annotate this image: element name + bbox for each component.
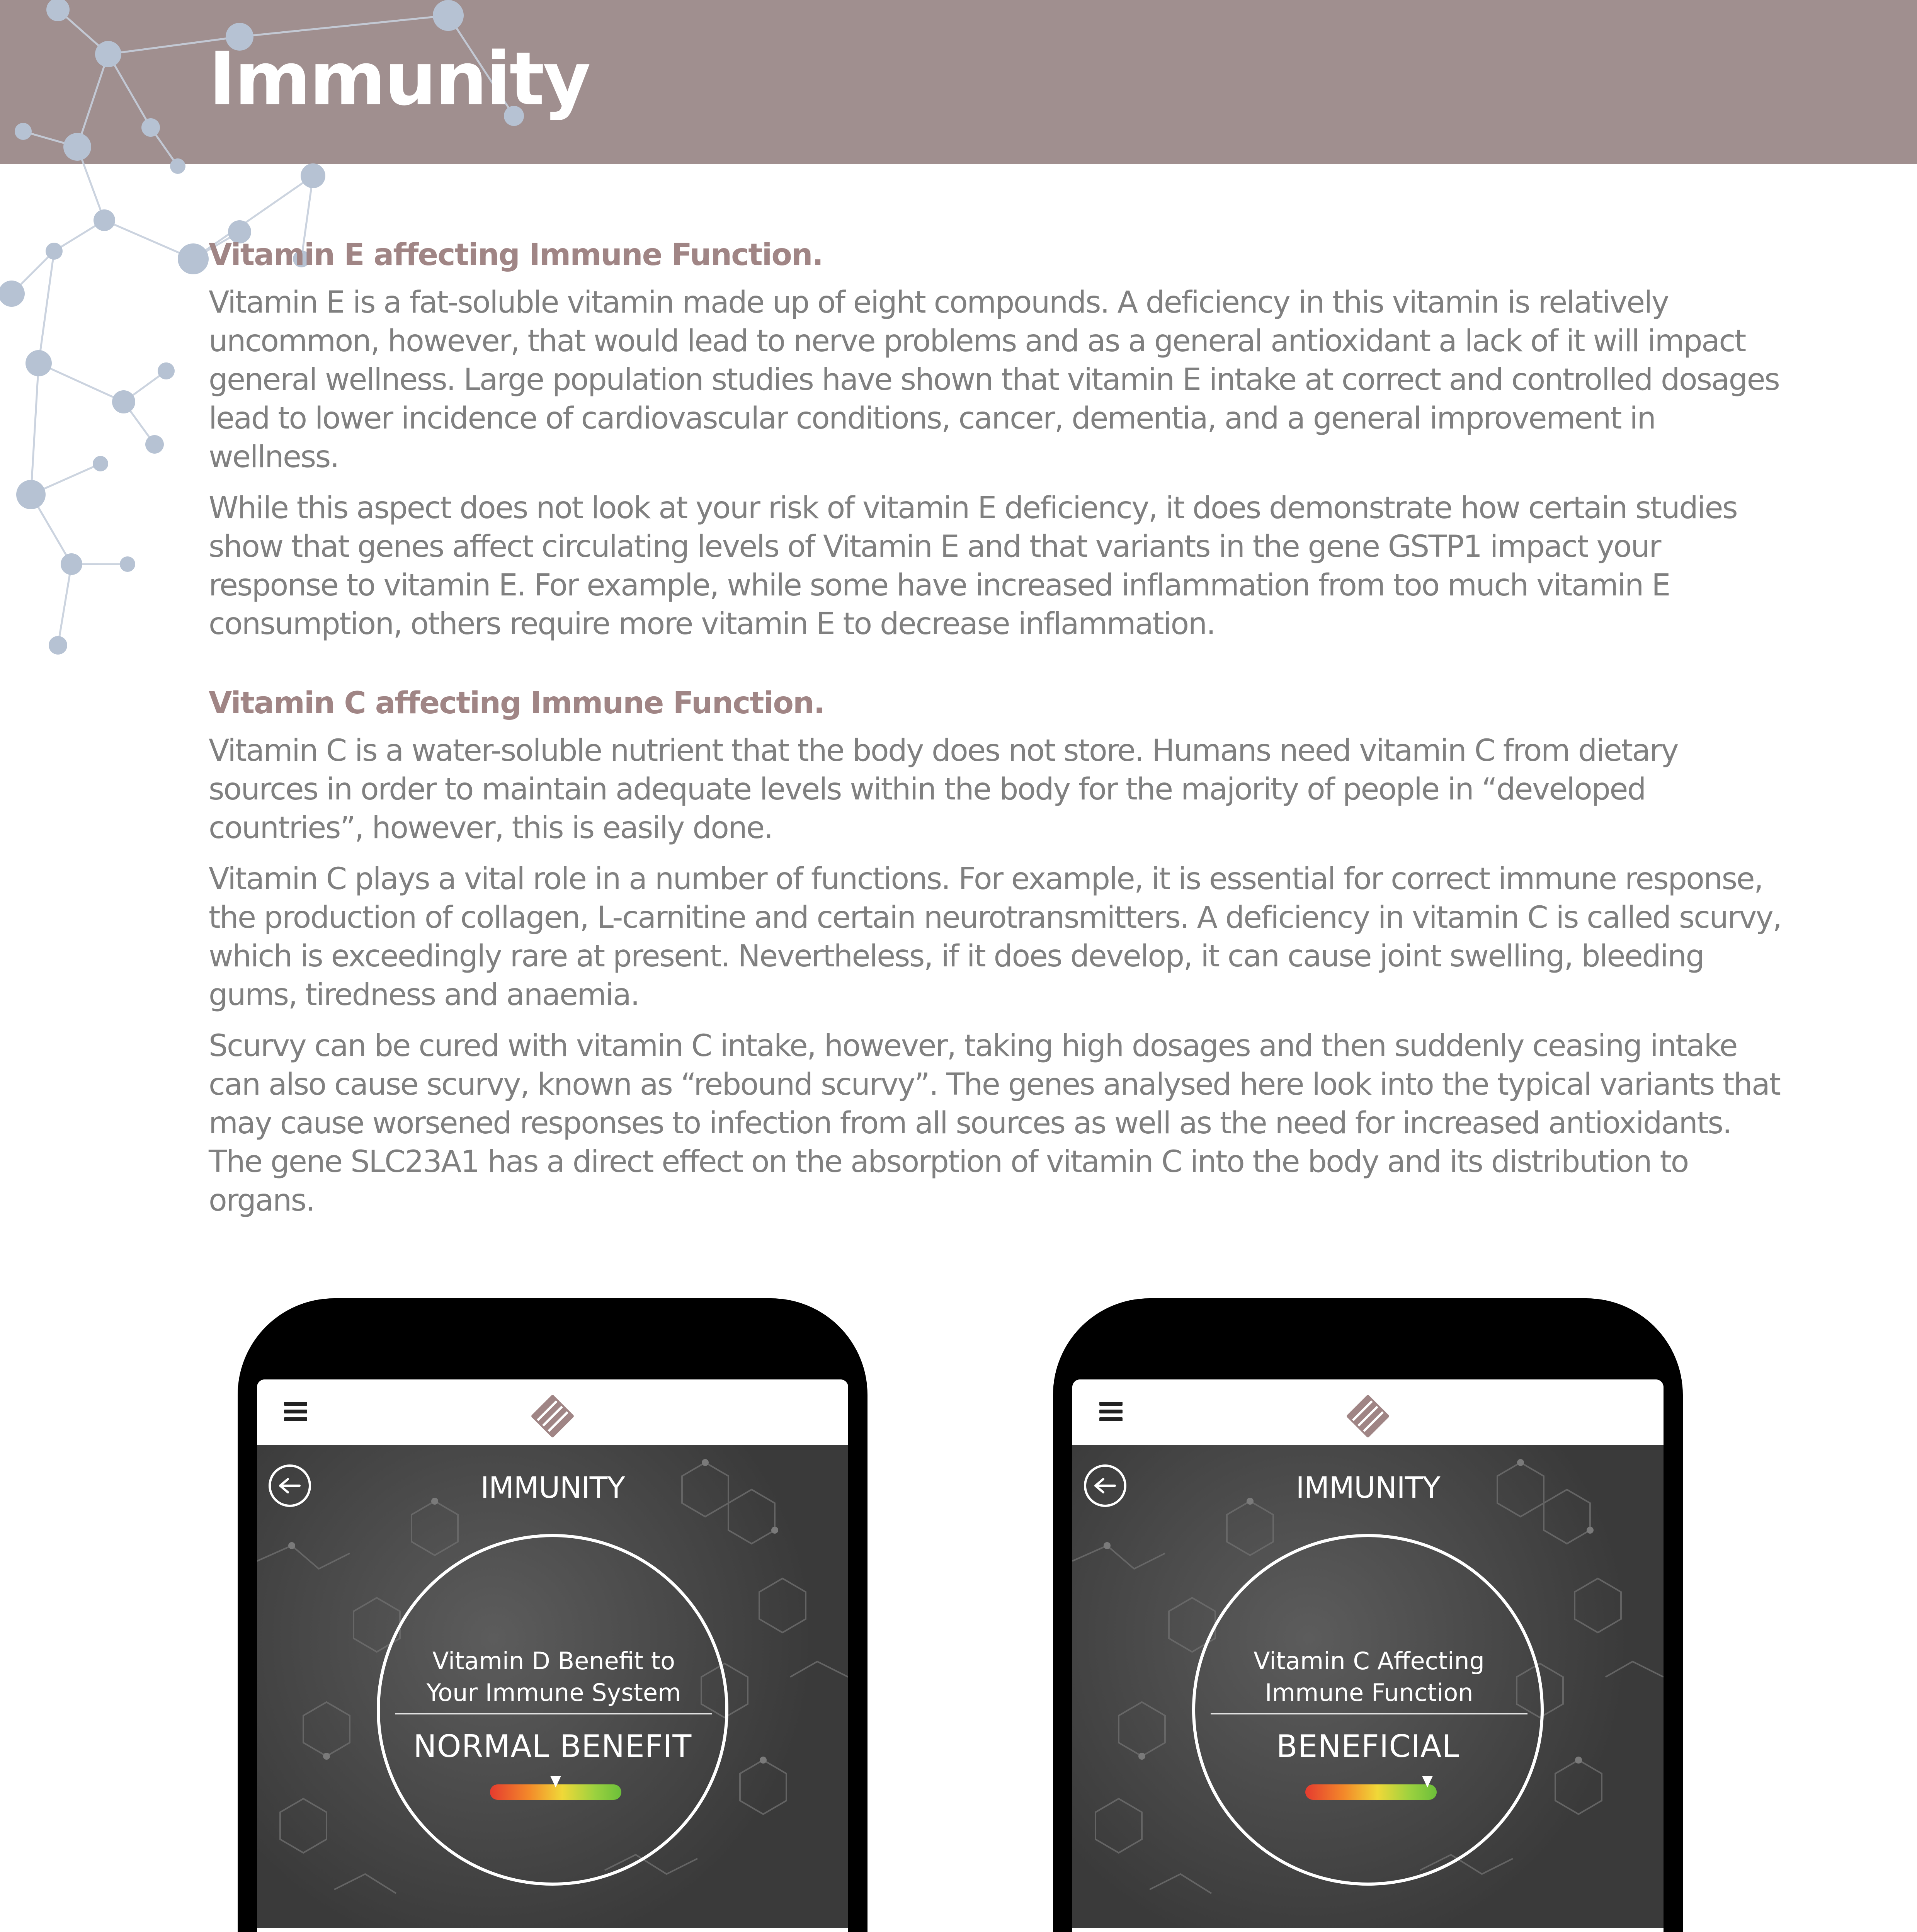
- section-heading: Vitamin E affecting Immune Function.: [209, 238, 823, 272]
- paragraph: Vitamin C is a water-soluble nutrient that the body does not store. Humans need vitamin C from dietary sources in order to maintain adequate levels within the body for the majority of people in “developed countries”, however, this is easily done.: [209, 733, 1678, 845]
- section-title: IMMUNITY: [480, 1470, 625, 1505]
- result-gauge: [490, 1784, 621, 1800]
- result-hero-panel: [1072, 1445, 1664, 1928]
- phone-mockup-vitamin-d: [238, 1298, 867, 1932]
- result-ring: [377, 1534, 728, 1886]
- result-gauge: [1305, 1784, 1437, 1800]
- result-name: Vitamin D Benefit to Your Immune System: [426, 1647, 681, 1707]
- paragraph: Vitamin E is a fat-soluble vitamin made up of eight compounds. A deficiency in this vitamin is relatively uncommon, however, that would lead to nerve problems and as a general antioxidant a lack of it will impact general wellness. Large population studies have shown that vitamin E intake at correct and controlled dosages lead to lower incidence of cardiovascular conditions, cancer, dementia, and a general improvement in wellness.: [209, 285, 1779, 474]
- phone-screen: [257, 1379, 848, 1932]
- gauge-marker: [1422, 1776, 1433, 1787]
- hamburger-menu-icon[interactable]: [1099, 1402, 1123, 1421]
- brand-logo: [527, 1391, 578, 1441]
- divider: [1211, 1713, 1527, 1714]
- section-vitamin-c: [209, 686, 1785, 1220]
- result-value: BENEFICIAL: [1276, 1728, 1460, 1764]
- section-vitamin-e: [209, 238, 1785, 643]
- paragraph: While this aspect does not look at your risk of vitamin E deficiency, it does demonstrate how certain studies show that genes affect circulating levels of Vitamin E and that variants in the gene GSTP1 impact your response to vitamin E. For example, while some have increased inflammation from too much vitamin E consumption, others require more vitamin E to decrease inflammation.: [209, 491, 1737, 641]
- brand-logo: [1343, 1391, 1393, 1441]
- page-title: Immunity: [209, 36, 589, 122]
- divider: [395, 1713, 712, 1714]
- phone-screen: [1072, 1379, 1664, 1932]
- paragraph: Vitamin C plays a vital role in a number of functions. For example, it is essential for correct immune response, the production of collagen, L-carnitine and certain neurotransmitters. A deficiency in vitamin C is called scurvy, which is exceedingly rare at present. Nevertheless, if it does develop, it can cause joint swelling, bleeding gums, tiredness and anaemia.: [209, 862, 1781, 1012]
- section-title: IMMUNITY: [1296, 1470, 1440, 1505]
- category-tab-bar: [1072, 1928, 1664, 1932]
- result-hero-panel: [257, 1445, 848, 1928]
- category-tab-bar: [257, 1928, 848, 1932]
- result-value: NORMAL BENEFIT: [413, 1728, 692, 1764]
- result-ring: [1192, 1534, 1544, 1886]
- result-name: Vitamin C Affecting Immune Function: [1254, 1647, 1485, 1707]
- section-heading: Vitamin C affecting Immune Function.: [209, 686, 825, 721]
- gauge-marker: [550, 1776, 561, 1787]
- hamburger-menu-icon[interactable]: [284, 1402, 307, 1421]
- app-top-bar: [1072, 1379, 1664, 1445]
- phone-mockup-vitamin-c: [1053, 1298, 1683, 1932]
- article-body: [209, 238, 1785, 1232]
- paragraph: Scurvy can be cured with vitamin C intake, however, taking high dosages and then suddenly ceasing intake can also cause scurvy, known as “rebound scurvy”. The genes analysed here look into the typical variants that may cause worsened responses to infection from all sources as well as the need for increased antioxidants. The gene SLC23A1 has a direct effect on the absorption of vitamin C into the body and its distribution to organs.: [209, 1029, 1780, 1218]
- app-top-bar: [257, 1379, 848, 1445]
